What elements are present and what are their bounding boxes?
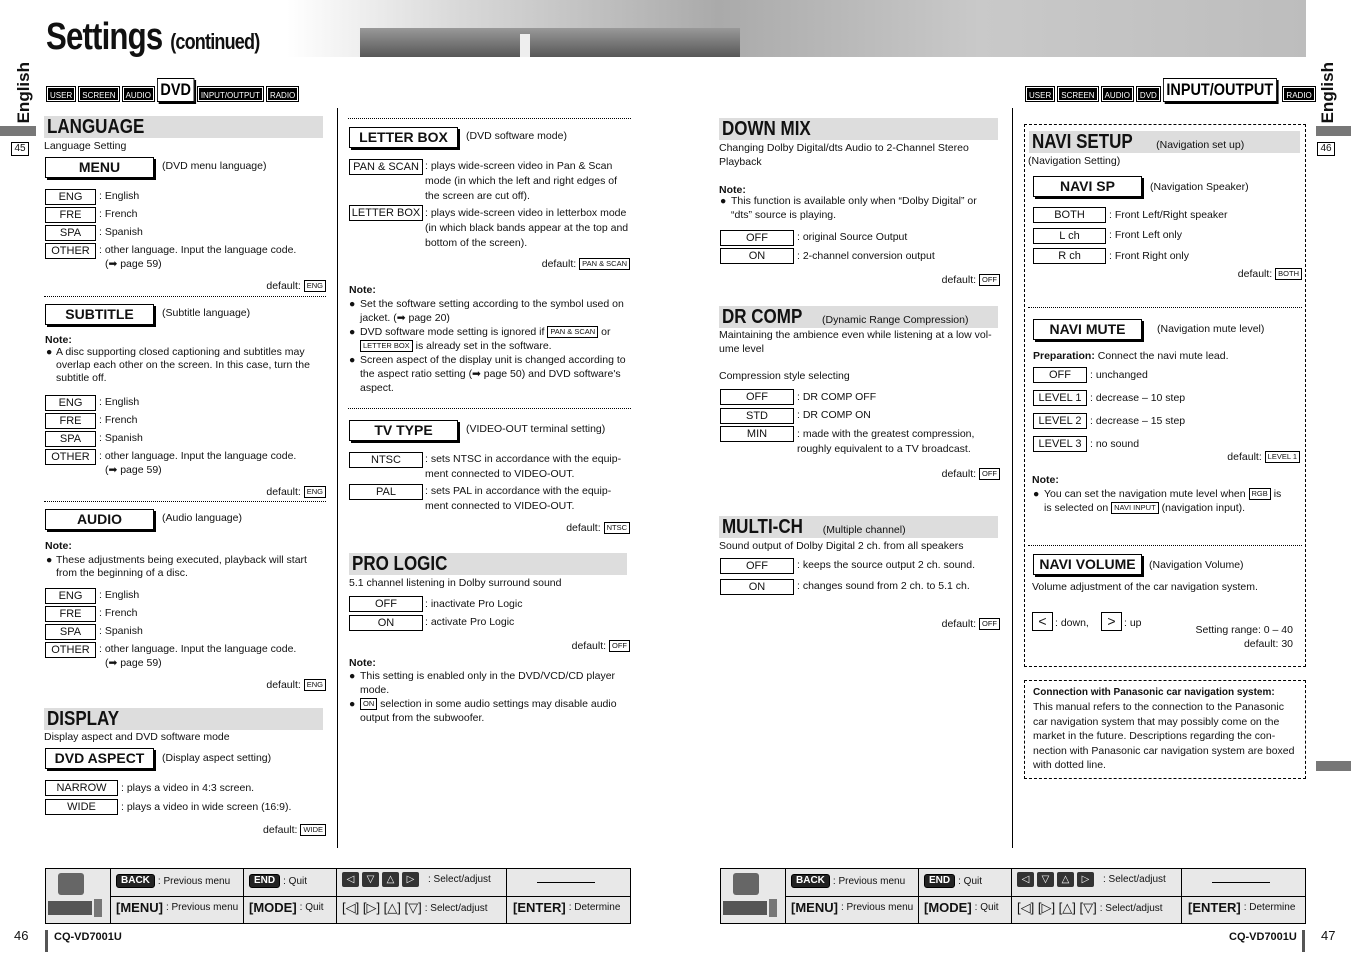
- pro-logic-desc: 5.1 channel listening in Dolby surround sound: [349, 577, 562, 589]
- tab-radio[interactable]: RADIO: [266, 86, 299, 102]
- remote-icon: [721, 869, 786, 923]
- enter-key[interactable]: [ENTER]: [513, 900, 566, 915]
- tab-user[interactable]: USER: [1025, 86, 1055, 102]
- default-line: default: LEVEL 1: [1140, 451, 1300, 463]
- subtitle-paren: (Subtitle language): [162, 307, 251, 319]
- opt-desc: : original Source Output: [797, 231, 908, 243]
- divider: [1028, 545, 1302, 546]
- navi-mute-button[interactable]: NAVI MUTE: [1033, 319, 1142, 340]
- opt-desc: : DR COMP ON: [797, 409, 871, 421]
- mute-note: ● You can set the navigation mute level when RGB is is selected on NAVI INPUT (navigation input).: [1033, 488, 1282, 514]
- default-line: default: PAN & SCAN: [460, 258, 630, 270]
- down-key-icon[interactable]: ▽: [362, 872, 379, 887]
- opt-level-2[interactable]: LEVEL 2: [1033, 413, 1087, 429]
- opt-desc: : changes sound from 2 ch. to 5.1 ch.: [797, 580, 970, 592]
- model-left: CQ-VD7001U: [54, 931, 122, 943]
- dvd-aspect-button[interactable]: DVD ASPECT: [45, 748, 154, 769]
- note-label: Note:: [349, 657, 376, 669]
- page-bar: [1302, 930, 1305, 952]
- tab-audio[interactable]: AUDIO: [1101, 86, 1134, 102]
- footer-text: : Quit: [974, 902, 999, 913]
- volume-default: default: 30: [1243, 638, 1293, 650]
- up-key-icon[interactable]: △: [1057, 872, 1074, 887]
- menu-button[interactable]: MENU: [45, 157, 154, 178]
- opt-both[interactable]: BOTH: [1033, 207, 1106, 223]
- subtitle-note: ● A disc supporting closed captioning and subtitles may overlap each other on the screen. In this case, turn the subtitle off.: [46, 346, 310, 384]
- opt-desc: : 2-channel conversion output: [797, 250, 935, 262]
- opt-spa[interactable]: SPA: [45, 225, 96, 241]
- default-line: default: NTSC: [480, 522, 630, 534]
- navi-sp-button[interactable]: NAVI SP: [1033, 176, 1142, 197]
- opt-desc: : activate Pro Logic: [425, 616, 515, 628]
- dvd-aspect-paren: (Display aspect setting): [162, 752, 272, 764]
- display-section-title: DISPLAY: [44, 708, 323, 730]
- opt-desc: : plays wide-screen video in letterbox mode (in which black bands appear at the top and bottom of the screen).: [425, 207, 629, 249]
- arrow-keys[interactable]: [◁] [▷] [△] [▽]: [1017, 900, 1097, 915]
- connection-box: [1024, 680, 1306, 779]
- opt-desc: : French: [99, 607, 138, 619]
- road-image: [360, 28, 740, 57]
- page-ref-right: 46: [1317, 142, 1335, 156]
- opt-letter-box[interactable]: LETTER BOX: [349, 205, 423, 221]
- opt-off[interactable]: OFF: [720, 230, 794, 246]
- opt-desc: : other language. Input the language code.: [99, 450, 297, 462]
- page-ref-left: 45: [11, 142, 29, 156]
- language-desc: Language Setting: [44, 140, 127, 152]
- multi-ch-section-title: MULTI-CH (Multiple channel): [719, 516, 998, 538]
- note-label: Note:: [1032, 474, 1059, 486]
- side-language-right: English: [1318, 62, 1337, 124]
- multi-ch-desc: Sound output of Dolby Digital 2 ch. from all speakers: [719, 540, 964, 552]
- default-line: default: OFF: [480, 640, 630, 652]
- opt-other[interactable]: OTHER: [45, 642, 96, 658]
- right-key-icon[interactable]: ▷: [402, 872, 419, 887]
- down-label: : down,: [1055, 617, 1089, 629]
- default-line: default: OFF: [850, 618, 1000, 630]
- opt-desc: : Spanish: [99, 625, 143, 637]
- opt-desc: : other language. Input the language code.: [99, 244, 297, 256]
- divider: [44, 501, 326, 502]
- subtitle-options: [45, 395, 325, 479]
- page-number-right: 47: [1321, 928, 1336, 943]
- end-key[interactable]: END: [924, 874, 955, 888]
- page-ref: (➡ page 59): [105, 258, 162, 270]
- opt-min[interactable]: MIN: [720, 426, 794, 442]
- page-ref: (➡ page 59): [105, 657, 162, 669]
- tab-dvd[interactable]: DVD: [1136, 86, 1161, 102]
- left-key-icon[interactable]: ◁: [1017, 872, 1034, 887]
- right-arrow-icon[interactable]: >: [1101, 612, 1122, 631]
- opt-pan-scan[interactable]: PAN & SCAN: [349, 159, 423, 175]
- left-arrow-icon[interactable]: <: [1032, 612, 1053, 631]
- tab-input-output[interactable]: INPUT/OUTPUT: [1163, 78, 1277, 102]
- note-label: Note:: [45, 540, 72, 552]
- tabs-left: [46, 78, 299, 102]
- language-section-title: LANGUAGE: [44, 116, 323, 138]
- pro-logic-section-title: PRO LOGIC: [349, 553, 627, 575]
- side-bar-right-low: [1316, 761, 1351, 771]
- opt-fre[interactable]: FRE: [45, 606, 96, 622]
- opt-desc: : plays a video in wide screen (16:9).: [121, 801, 292, 813]
- opt-ntsc[interactable]: NTSC: [349, 452, 423, 468]
- downmix-note: ● This function is available only when “Dolby Digital” or “dts” source is playing.: [720, 195, 977, 221]
- divider: [348, 408, 631, 409]
- opt-desc: : no sound: [1090, 438, 1140, 450]
- audio-paren: (Audio language): [162, 512, 242, 524]
- opt-desc: : French: [99, 208, 138, 220]
- footer-text: : Previous menu: [840, 902, 914, 913]
- opt-off[interactable]: OFF: [720, 558, 794, 574]
- page-title: Settings (continued): [46, 16, 260, 58]
- tab-radio[interactable]: RADIO: [1282, 86, 1315, 102]
- opt-desc: : inactivate Pro Logic: [425, 598, 523, 610]
- opt-other[interactable]: OTHER: [45, 243, 96, 259]
- tab-screen[interactable]: SCREEN: [1057, 86, 1098, 102]
- opt-level-3[interactable]: LEVEL 3: [1033, 436, 1087, 452]
- page-number-left: 46: [14, 928, 29, 943]
- side-bar-left: [0, 126, 36, 136]
- dash-line: [537, 882, 595, 883]
- opt-std[interactable]: STD: [720, 408, 794, 424]
- down-mix-desc: Changing Dolby Digital/dts Audio to 2-Channel Stereo Playback: [719, 142, 969, 168]
- page-bar: [45, 930, 48, 952]
- letter-box-button[interactable]: LETTER BOX: [349, 127, 458, 148]
- opt-desc: : Front Right only: [1109, 250, 1189, 262]
- up-label: : up: [1124, 617, 1142, 629]
- opt-desc: : made with the greatest compression, roughly equivalent to a TV broadcast.: [797, 428, 975, 455]
- footer-text: : Determine: [568, 902, 621, 913]
- menu-options: [45, 189, 325, 273]
- menu-paren: (DVD menu language): [162, 160, 267, 172]
- note-label: Note:: [349, 284, 376, 296]
- opt-desc: : plays wide-screen video in Pan & Scan mode (in which the left and right edges of the screen are cut off).: [425, 160, 618, 202]
- opt-other[interactable]: OTHER: [45, 449, 96, 465]
- menu-key[interactable]: [MENU]: [116, 900, 163, 915]
- enter-key[interactable]: [ENTER]: [1188, 900, 1241, 915]
- opt-fre[interactable]: FRE: [45, 413, 96, 429]
- menu-key[interactable]: [MENU]: [791, 900, 838, 915]
- opt-desc: : unchanged: [1090, 369, 1148, 381]
- aspect-options: [45, 780, 330, 818]
- side-bar-right: [1316, 126, 1351, 136]
- display-desc: Display aspect and DVD software mode: [44, 731, 230, 743]
- right-key-icon[interactable]: ▷: [1077, 872, 1094, 887]
- road-line: [520, 34, 530, 57]
- opt-pal[interactable]: PAL: [349, 484, 423, 500]
- opt-desc: : sets NTSC in accordance with the equip-ment connected to VIDEO-OUT.: [425, 453, 622, 480]
- footer-text: : Select/adjust: [1103, 874, 1166, 885]
- audio-options: [45, 588, 325, 672]
- end-key[interactable]: END: [249, 874, 280, 888]
- opt-desc: : Front Left only: [1109, 229, 1182, 241]
- opt-l-ch[interactable]: L ch: [1033, 228, 1106, 244]
- default-line: default: BOTH: [1150, 268, 1302, 280]
- navi-mute-paren: (Navigation mute level): [1157, 323, 1265, 335]
- dash-line: [1212, 882, 1270, 883]
- arrow-keys[interactable]: [◁] [▷] [△] [▽]: [342, 900, 422, 915]
- opt-desc: : decrease – 10 step: [1090, 392, 1186, 404]
- side-language-left: English: [14, 62, 33, 124]
- opt-off[interactable]: OFF: [349, 596, 423, 612]
- tab-input-output[interactable]: INPUT/OUTPUT: [197, 86, 264, 102]
- up-key-icon[interactable]: △: [382, 872, 399, 887]
- tab-audio[interactable]: AUDIO: [122, 86, 155, 102]
- navi-setup-desc: (Navigation Setting): [1028, 155, 1121, 167]
- preparation: Preparation: Connect the navi mute lead.: [1033, 350, 1229, 362]
- opt-spa[interactable]: SPA: [45, 624, 96, 640]
- opt-desc: : Spanish: [99, 226, 143, 238]
- left-key-icon[interactable]: ◁: [342, 872, 359, 887]
- divider: [44, 296, 326, 297]
- opt-desc: : English: [99, 589, 140, 601]
- opt-desc: : sets PAL in accordance with the equip-ment connected to VIDEO-OUT.: [425, 485, 612, 512]
- tab-screen[interactable]: SCREEN: [78, 86, 119, 102]
- default-line: default: OFF: [850, 274, 1000, 286]
- remote-icon: [46, 869, 111, 923]
- opt-eng[interactable]: ENG: [45, 395, 96, 411]
- opt-desc: : plays a video in 4:3 screen.: [121, 782, 255, 794]
- opt-eng[interactable]: ENG: [45, 588, 96, 604]
- opt-fre[interactable]: FRE: [45, 207, 96, 223]
- opt-on[interactable]: ON: [720, 579, 794, 595]
- opt-eng[interactable]: ENG: [45, 189, 96, 205]
- footer-text: : Quit: [299, 902, 324, 913]
- footer-text: : Quit: [958, 875, 983, 887]
- opt-off[interactable]: OFF: [1033, 367, 1087, 383]
- subtitle-button[interactable]: SUBTITLE: [45, 304, 154, 325]
- prologic-notes: ● This setting is enabled only in the DVD/VCD/CD player mode. ● ON selection in some audio settings may disable audio output from the subwoofer.: [349, 670, 617, 724]
- opt-desc: : DR COMP OFF: [797, 391, 877, 403]
- opt-desc: : English: [99, 396, 140, 408]
- default-line: default: OFF: [850, 468, 1000, 480]
- navi-volume-desc: Volume adjustment of the car navigation system.: [1032, 581, 1258, 593]
- footer-text: : Determine: [1243, 902, 1296, 913]
- footer-text: : Quit: [283, 875, 308, 887]
- letter-box-paren: (DVD software mode): [466, 130, 567, 142]
- note-label: Note:: [719, 184, 746, 196]
- back-key[interactable]: BACK: [116, 874, 155, 888]
- dr-comp-desc2: Compression style selecting: [719, 370, 850, 382]
- opt-wide[interactable]: WIDE: [45, 799, 118, 815]
- opt-desc: : other language. Input the language code.: [99, 643, 297, 655]
- model-right: CQ-VD7001U: [1229, 931, 1297, 943]
- opt-desc: : Spanish: [99, 432, 143, 444]
- footer-left: [45, 868, 631, 924]
- opt-on[interactable]: ON: [720, 248, 794, 264]
- dr-comp-section-title: DR COMP (Dynamic Range Compression): [719, 306, 998, 328]
- default-line: default: WIDE: [200, 824, 326, 836]
- footer-right: [720, 868, 1306, 924]
- default-line: default: ENG: [200, 486, 326, 498]
- opt-desc: : decrease – 15 step: [1090, 415, 1186, 427]
- page-ref: (➡ page 59): [105, 464, 162, 476]
- navi-volume-button[interactable]: NAVI VOLUME: [1033, 554, 1142, 575]
- opt-r-ch[interactable]: R ch: [1033, 248, 1106, 264]
- tab-dvd[interactable]: DVD: [157, 78, 194, 102]
- divider: [1028, 307, 1302, 308]
- navi-volume-paren: (Navigation Volume): [1149, 559, 1244, 571]
- dr-comp-desc: Maintaining the ambience even while listening at a low vol-ume level: [719, 329, 992, 355]
- back-key[interactable]: BACK: [791, 874, 830, 888]
- tv-type-button[interactable]: TV TYPE: [349, 420, 458, 441]
- opt-level-1[interactable]: LEVEL 1: [1033, 390, 1087, 406]
- default-line: default: ENG: [200, 679, 326, 691]
- divider: [348, 118, 631, 119]
- opt-desc: : French: [99, 414, 138, 426]
- opt-narrow[interactable]: NARROW: [45, 780, 118, 796]
- audio-note: ● These adjustments being executed, playback will start from the beginning of a disc.: [46, 554, 307, 579]
- footer-text: : Previous menu: [157, 875, 231, 887]
- column-rule: [1012, 108, 1013, 848]
- opt-off[interactable]: OFF: [720, 389, 794, 405]
- footer-text: : Select/adjust: [1099, 902, 1163, 914]
- opt-spa[interactable]: SPA: [45, 431, 96, 447]
- letterbox-notes: ● Set the software setting according to the symbol used on jacket. (➡ page 20) ● DVD software mode setting is ignored if PAN & SCAN or LETTER BOX is already set in the software. ● Screen aspect of the display unit is changed according to the aspect ratio setting (➡ page 50) and DVD software's aspect.: [349, 298, 626, 394]
- default-line: default: ENG: [200, 280, 326, 292]
- tv-type-paren: (VIDEO-OUT terminal setting): [466, 423, 606, 435]
- connection-title: Connection with Panasonic car navigation system:: [1033, 687, 1275, 698]
- opt-desc: : English: [99, 190, 140, 202]
- down-mix-section-title: DOWN MIX: [719, 118, 998, 140]
- down-key-icon[interactable]: ▽: [1037, 872, 1054, 887]
- navi-setup-section-title: NAVI SETUP (Navigation set up): [1029, 131, 1300, 153]
- navi-sp-paren: (Navigation Speaker): [1150, 181, 1249, 193]
- setting-range: Setting range: 0 – 40: [1195, 624, 1293, 636]
- footer-text: : Select/adjust: [424, 902, 488, 914]
- tab-user[interactable]: USER: [46, 86, 76, 102]
- connection-body: This manual refers to the connection to the Panasonic car navigation system that may possibly come on the market in the future. Descriptions regarding the con-nection with Panasonic car navigation system are boxed with dotted line.: [1033, 701, 1295, 771]
- opt-on[interactable]: ON: [349, 615, 423, 631]
- note-label: Note:: [45, 334, 72, 346]
- column-rule: [337, 108, 338, 848]
- opt-desc: : keeps the source output 2 ch. sound.: [797, 559, 976, 571]
- opt-desc: : Front Left/Right speaker: [1109, 209, 1228, 221]
- footer-text: : Previous menu: [165, 902, 239, 913]
- tabs-right: [1025, 78, 1316, 102]
- audio-button[interactable]: AUDIO: [45, 509, 154, 530]
- footer-text: : Select/adjust: [428, 874, 491, 885]
- mode-key[interactable]: [MODE]: [249, 900, 297, 915]
- mode-key[interactable]: [MODE]: [924, 900, 972, 915]
- footer-text: : Previous menu: [832, 875, 906, 887]
